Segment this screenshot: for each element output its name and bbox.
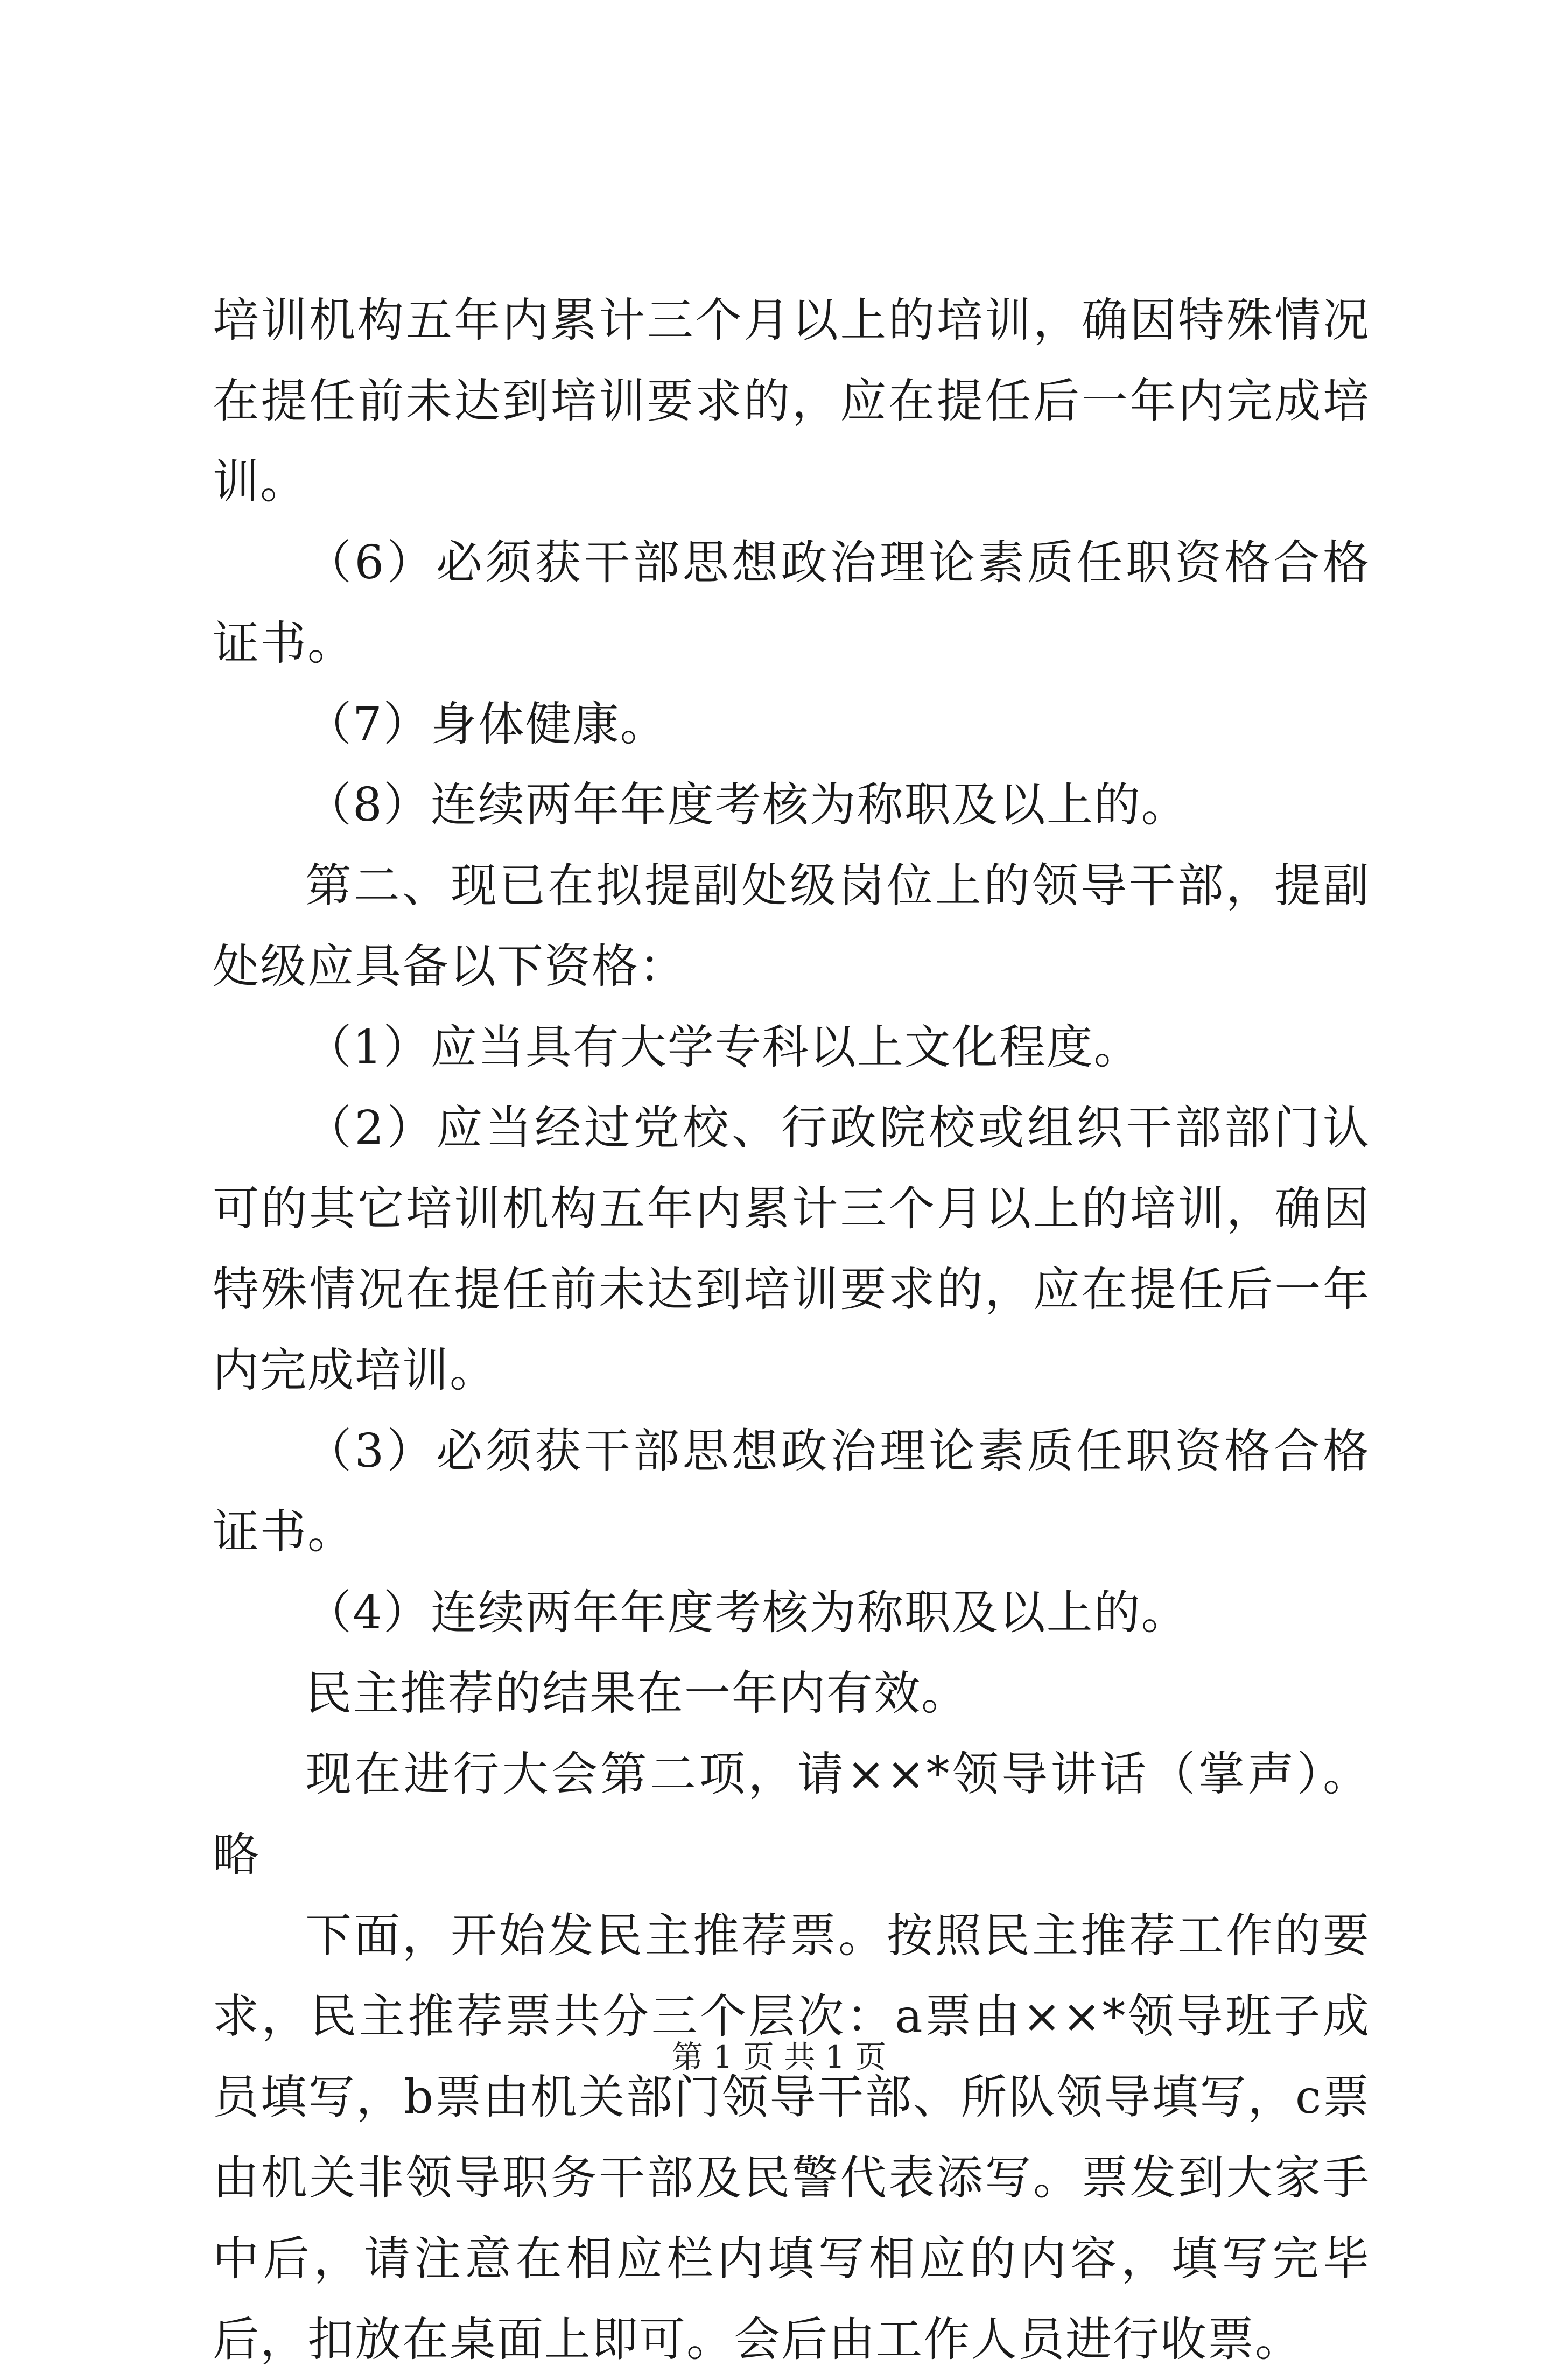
paragraph-ballot-instructions: 下面，开始发民主推荐票。按照民主推荐工作的要求，民主推荐票共分三个层次：a票由××*领导班子成员填写，b票由机关部门领导干部、所队领导填写，c票由机关非领导职务干部及民警代表添写。票发到大家手中后，请注意在相应栏内填写相应的内容，填写完毕后，扣放在桌面上即可。会后由工作人员进行收票。	[213, 1909, 1370, 2367]
paragraph-agenda-two: 现在进行大会第二项，请××*领导讲话（掌声）。略	[213, 1747, 1370, 1882]
paragraph-item-6: （6）必须获干部思想政治理论素质任职资格合格证书。	[213, 536, 1370, 670]
paragraph-item-1: （1）应当具有大学专科以上文化程度。	[305, 1020, 1141, 1074]
paragraph-section-two: 第二、现已在拟提副处级岗位上的领导干部，提副处级应具备以下资格：	[213, 859, 1370, 993]
paragraph-item-7: （7）身体健康。	[305, 697, 668, 751]
paragraph-item-8: （8）连续两年年度考核为称职及以上的。	[305, 778, 1189, 832]
page-footer: 第 1 页 共 1 页	[672, 2039, 886, 2075]
paragraph-item-2: （2）应当经过党校、行政院校或组织干部部门认可的其它培训机构五年内累计三个月以上的培训，确因特殊情况在提任前未达到培训要求的，应在提任后一年内完成培训。	[213, 1101, 1370, 1397]
paragraph-item-3: （3）必须获干部思想政治理论素质任职资格合格证书。	[213, 1424, 1370, 1559]
paragraph-training-continued: 培训机构五年内累计三个月以上的培训，确因特殊情况在提任前未达到培训要求的，应在提任后一年内完成培训。	[213, 293, 1370, 509]
paragraph-item-4: （4）连续两年年度考核为称职及以上的。	[305, 1586, 1189, 1640]
paragraph-validity: 民主推荐的结果在一年内有效。	[305, 1667, 969, 1720]
